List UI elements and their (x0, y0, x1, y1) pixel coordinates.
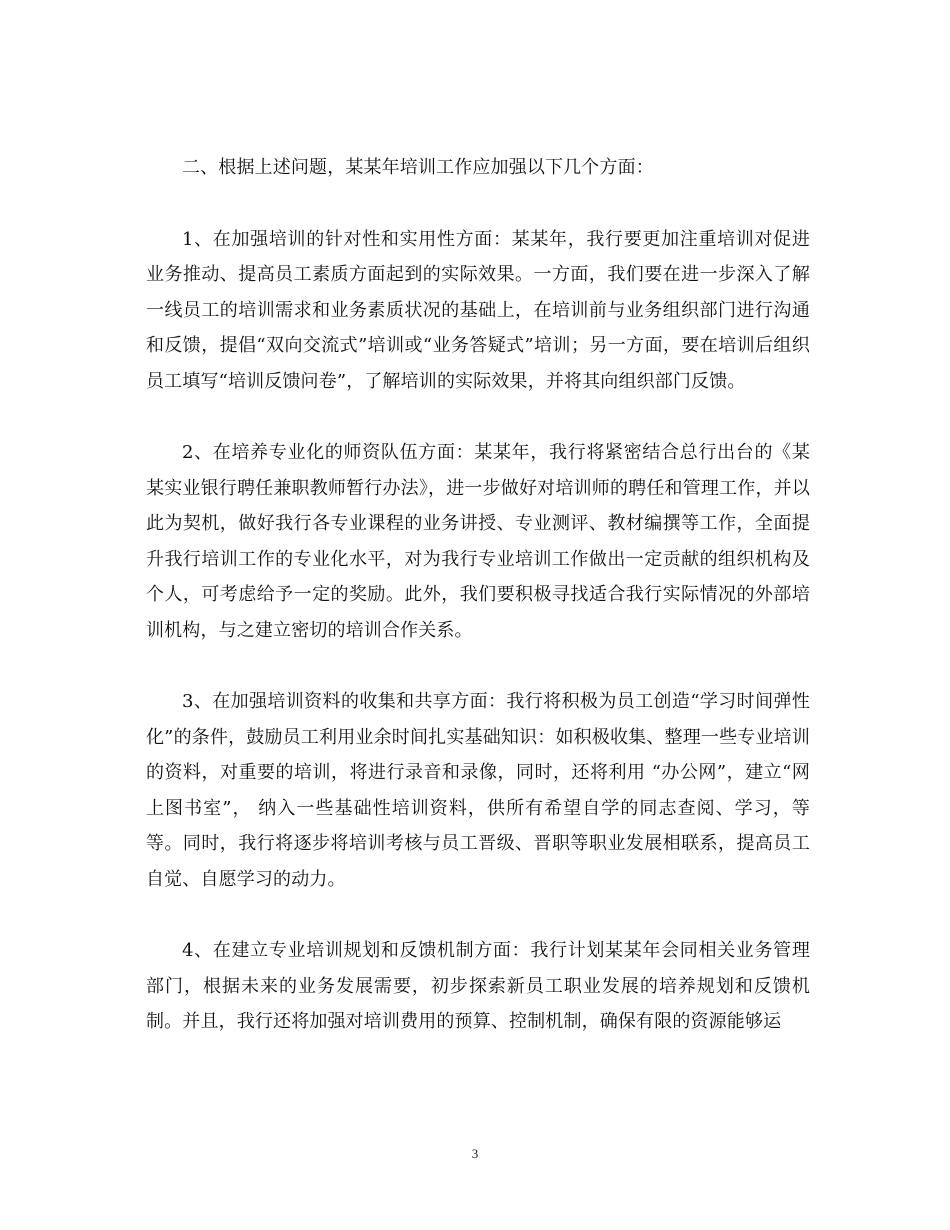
section-heading: 二、根据上述问题，某某年培训工作应加强以下几个方面： (182, 157, 654, 178)
paragraph-2: 2、在培养专业化的师资队伍方面：某某年，我行将紧密结合总行出台的《某某实业银行聘任兼职教师暂行办法》，进一步做好对培训师的聘任和管理工作，并以此为契机，做好我行各专业课程的业务讲授、专业测评、教材编撰等工作，全面提升我行培训工作的专业化水平，对为我行专业培训工作做出一定贡献的组织机构及个人，可考虑给予一定的奖励。此外，我们要积极寻找适合我行实际情况的外部培训机构，与之建立密切的培训合作关系。 (146, 442, 810, 641)
page-number: 3 (471, 1146, 479, 1161)
paragraph-4: 4、在建立专业培训规划和反馈机制方面：我行计划某某年会同相关业务管理部门，根据未来的业务发展需要，初步探索新员工职业发展的培养规划和反馈机制。并且，我行还将加强对培训费用的预算、控制机制，确保有限的资源能够运 (146, 940, 810, 1032)
paragraph-1: 1、在加强培训的针对性和实用性方面：某某年，我行要更加注重培训对促进业务推动、提高员工素质方面起到的实际效果。一方面，我们要在进一步深入了解一线员工的培训需求和业务素质状况的基础上，在培训前与业务组织部门进行沟通和反馈，提倡“双向交流式”培训或“业务答疑式”培训；另一方面，要在培训后组织员工填写“培训反馈问卷”，了解培训的实际效果，并将其向组织部门反馈。 (146, 228, 810, 392)
document-body (146, 150, 810, 1040)
paragraph-3: 3、在加强培训资料的收集和共享方面：我行将积极为员工创造“学习时间弹性化”的条件，鼓励员工利用业余时间扎实基础知识：如积极收集、整理一些专业培训的资料，对重要的培训，将进行录音和录像，同时，还将利用 “办公网”，建立“网上图书室”， 纳入一些基础性培训资料，供所有希望自学的同志查阅、学习，等等。同时，我行将逐步将培训考核与员工晋级、晋职等职业发展相联系，提高员工自觉、自愿学习的动力。 (146, 691, 810, 890)
